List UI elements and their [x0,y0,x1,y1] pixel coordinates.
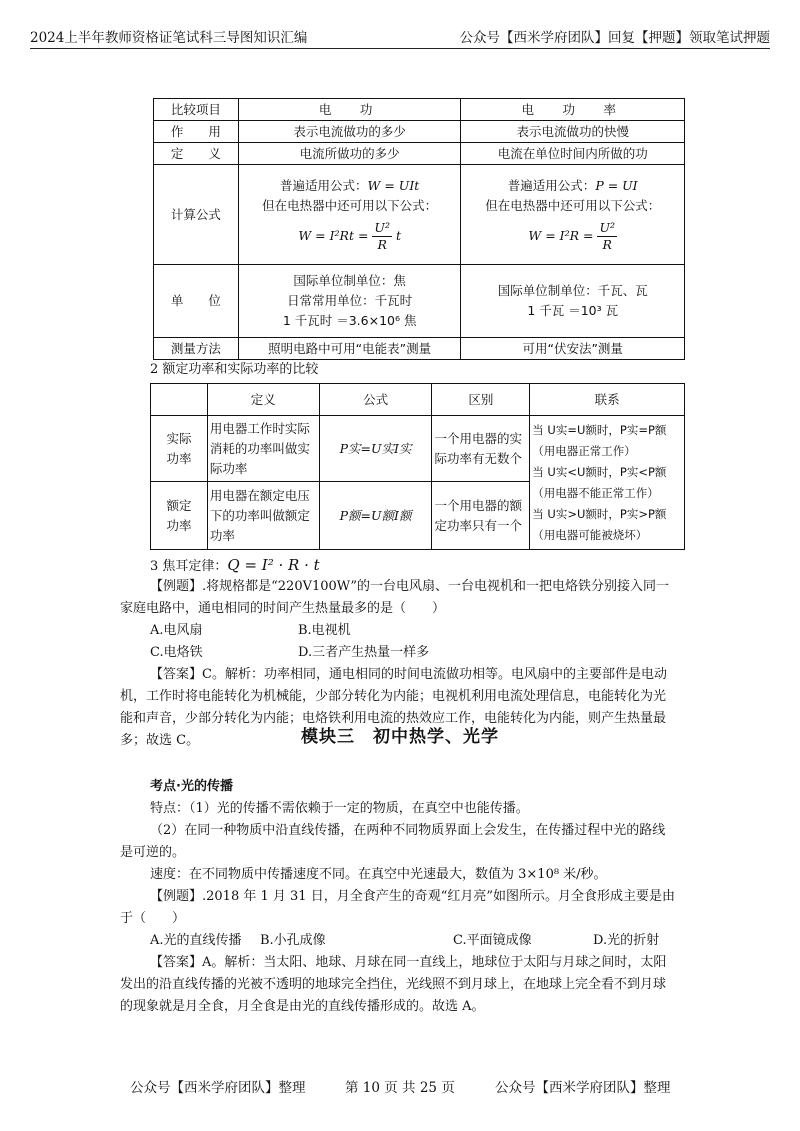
text: 定功率只有一个 [434,517,522,533]
answer-line: 机，工作时将电能转化为机械能，少部分转化为内能；电视机利用电流处理信息，电能转化为光 [120,689,667,704]
actual-power-label [151,416,208,482]
formula: W = I²R = [528,228,594,243]
th-empty [151,384,208,416]
rated-diff [432,482,530,550]
answer-line: 发出的沿直线传播的光被不透明的地球完全挡住，光线照不到月球上，在地球上完全看不到月球 [120,977,667,992]
option-c: C.电烙铁 [150,645,203,660]
text: 但在电热器中还可用以下公式： [262,198,438,213]
section-2-title: 2 额定功率和实际功率的比较 [150,362,319,377]
text: 国际单位制单位：焦 [293,273,406,288]
power-unit-cell [461,265,685,338]
work-unit-cell [238,265,461,338]
text: 消耗的功率叫做实 [209,440,310,456]
option-a: A.光的直线传播 [150,933,242,948]
light-propagation [120,798,680,886]
question-line: 【例题】.将规格都是“220V100W”的一台电风扇、一台电视机和一把电烙铁分别接入同一 [150,579,670,594]
header-right: 公众号【西米学府团队】回复【押题】领取笔试押题 [459,30,770,46]
cell: 电流所做功的多少 [238,143,461,165]
rated-power-label [151,482,208,550]
example-2 [120,886,680,1018]
formula: t [395,228,401,243]
text: 下的功率叫做额定 [209,507,310,523]
power-formula-cell [461,165,685,265]
text: 功率 [166,517,192,533]
text: 当 U实>U额时，P实>P额 [532,506,667,521]
text: 额定 [166,497,192,513]
answer-line: 多；故选 C。 [120,733,200,748]
row-label-function: 作 用 [154,121,239,143]
text: 一个用电器的实 [434,430,522,446]
denominator: R [377,237,387,252]
paragraph: （2）在同一种物质中沿直线传播，在两种不同物质界面上会发生，在传播过程中光的路线 [150,823,666,838]
text: 际功率 [209,460,248,476]
text: 国际单位制单位：千瓦、瓦 [497,283,648,298]
row-label-definition: 定 义 [154,143,239,165]
row-label-unit: 单 位 [154,265,239,338]
th-difference: 区别 [432,384,530,416]
cell: 可用“伏安法”测量 [461,338,685,360]
kaodian-title: 考点·光的传播 [150,779,233,794]
numerator: U² [599,220,616,235]
option-b: B.小孔成像 [260,933,326,948]
footer-left: 公众号【西米学府团队】整理 [130,1080,306,1096]
cell: 表示电流做功的快慢 [461,121,685,143]
section-3-label: 3 焦耳定律： [150,559,228,574]
formula: P = UI [595,178,638,193]
module-title: 模块三 初中热学、光学 [301,727,499,747]
text: 实际 [166,430,192,446]
page-number: 第 10 页 共 25 页 [345,1080,455,1096]
power-comparison-table [153,98,685,360]
option-b: B.电视机 [298,623,351,638]
text: （用电器可能被烧坏） [532,527,648,542]
text: 一个用电器的额 [434,497,522,513]
option-c: C.平面镜成像 [453,933,532,948]
actual-def [207,416,319,482]
paragraph: 特点：（1）光的传播不需依赖于一定的物质，在真空中也能传播。 [150,801,529,816]
rated-formula: P额=U额I额 [319,482,432,550]
formula: W = UIt [367,178,420,193]
th-power: 电 功 率 [461,99,685,121]
th-work: 电 功 [238,99,461,121]
text: 但在电热器中还可用以下公式： [485,198,661,213]
text: （用电器正常工作） [532,443,636,458]
question-line: 【例题】.2018 年 1 月 31 日，月全食产生的奇观“红月亮”如图所示。月全食形成主要是由 [150,889,675,904]
question-line: 家庭电路中，通电相同的时间产生热量最多的是（ ） [120,601,446,616]
text: 当 U实=U额时，P实=P额 [532,422,667,437]
actual-formula: P实=U实I实 [319,416,432,482]
header-rule [30,48,770,49]
text: 功率 [166,450,192,466]
text: 用电器在额定电压 [209,487,310,503]
th-relation: 联系 [530,384,685,416]
question-line: 于（ ） [120,911,186,926]
rated-def [207,482,319,550]
text: 1 千瓦 ＝10³ 瓦 [527,303,619,318]
option-d: D.光的折射 [593,933,660,948]
text: （用电器不能正常工作） [532,485,659,500]
text: 用电器工作时实际 [209,420,310,436]
answer-line: 能和声音，少部分转化为内能；电烙铁利用电流的热效应工作，电能转化为内能，则产生热量最 [120,711,667,726]
th-definition: 定义 [207,384,319,416]
cell: 照明电路中可用“电能表”测量 [238,338,461,360]
text: 普遍适用公式： [507,178,596,193]
rated-actual-power-table [150,383,685,550]
row-label-measurement: 测量方法 [154,338,239,360]
answer-line: 的现象就是月全食，月全食是由光的直线传播形成的。故选 A。 [120,999,485,1014]
th-item: 比较项目 [154,99,239,121]
text: 普遍适用公式： [280,178,368,193]
answer-line: 【答案】C。解析：功率相同，通电相同的时间电流做功相等。电风扇中的主要部件是电动 [150,667,667,682]
relation-cell [530,416,685,550]
paragraph: 是可逆的。 [120,845,186,860]
actual-diff [432,416,530,482]
row-label-formula: 计算公式 [154,165,239,265]
text: 日常常用单位：千瓦时 [287,293,413,308]
th-formula: 公式 [319,384,432,416]
numerator: U² [374,220,390,235]
text: 1 千瓦时 ＝3.6×10⁶ 焦 [282,313,417,328]
formula: W = I²Rt = [298,228,369,243]
text: 当 U实<U额时，P实<P额 [532,464,667,479]
footer-right: 公众号【西米学府团队】整理 [495,1080,671,1096]
cell: 电流在单位时间内所做的功 [461,143,685,165]
paragraph: 速度：在不同物质中传播速度不同。在真空中光速最大，数值为 3×10⁸ 米/秒。 [150,867,607,882]
work-formula-cell [238,165,461,265]
text: 功率 [209,527,235,543]
option-d: D.三者产生热量一样多 [298,645,430,660]
denominator: R [602,237,612,252]
cell: 表示电流做功的多少 [238,121,461,143]
answer-line: 【答案】A。解析：当太阳、地球、月球在同一直线上，地球位于太阳与月球之间时，太阳 [150,955,667,970]
option-a: A.电风扇 [150,623,203,638]
text: 际功率有无数个 [434,450,522,466]
header-left: 2024上半年教师资格证笔试科三导图知识汇编 [30,30,308,46]
joule-formula: Q = I² · R · t [227,556,320,574]
